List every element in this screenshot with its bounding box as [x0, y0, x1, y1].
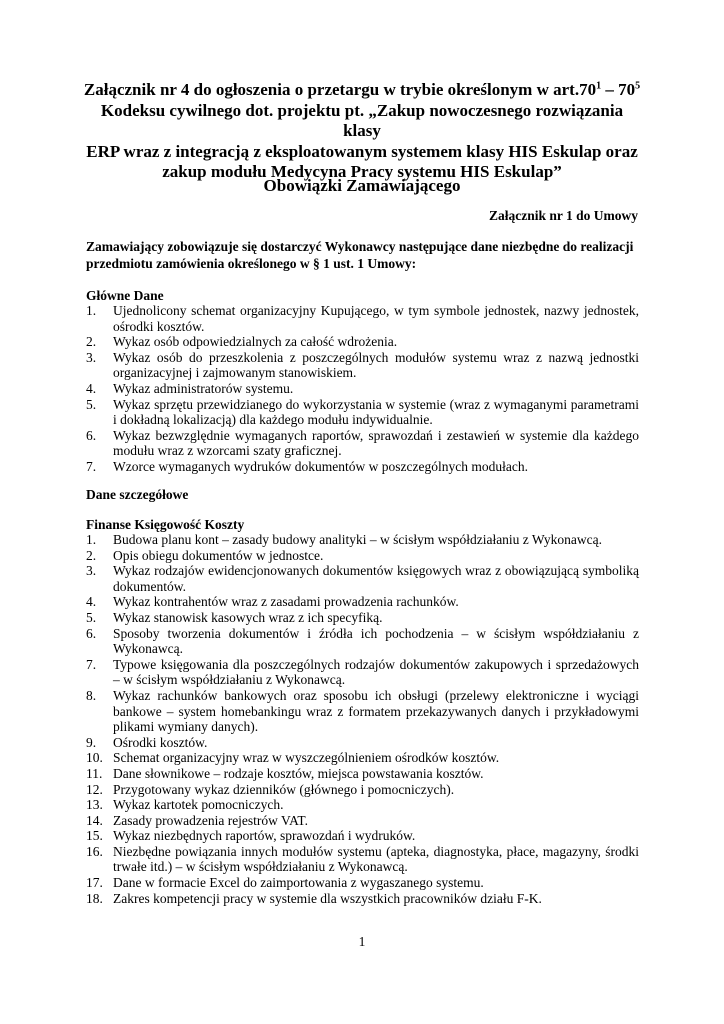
- list-item: [86, 891, 639, 907]
- list-item-number: 16.: [86, 843, 103, 859]
- list-item: [86, 610, 639, 626]
- list-item-number: 18.: [86, 890, 103, 906]
- list-item-text: Budowa planu kont – zasady budowy analityki – w ścisłym współdziałaniu z Wykonawcą.: [113, 532, 602, 547]
- intro-paragraph: Zamawiający zobowiązuje się dostarczyć Wykonawcy następujące dane niezbędne do realizacji przedmiotu zamówienia określonego w § 1 ust. 1 Umowy:: [86, 239, 634, 271]
- title-superscript-2: 5: [635, 80, 641, 92]
- list-item-text: Przygotowany wykaz dzienników (głównego i pomocniczych).: [113, 781, 455, 797]
- list-item-text: Wykaz sprzętu przewidzianego do wykorzystania w systemie (wraz z wymaganymi parametrami i dokładną lokalizacją) dla każdego modułu indywidualnie.: [113, 396, 639, 428]
- list-item-text: Zasady prowadzenia rejestrów VAT.: [113, 812, 308, 828]
- list-item-text: Dane słownikowe – rodzaje kosztów, miejsca powstawania kosztów.: [113, 765, 484, 781]
- list-item: [86, 532, 639, 548]
- list-item-number: 12.: [86, 781, 103, 797]
- list-item-text: Typowe księgowania dla poszczególnych rodzajów dokumentów zakupowych i sprzedażowych – w ścisłym współdziałaniu z Wykonawcą.: [113, 656, 639, 688]
- title-line-3: ERP wraz z integracją z eksploatowanym systemem klasy HIS Eskulap oraz: [86, 141, 638, 161]
- list-item-number: 5.: [86, 396, 97, 412]
- list-item-number: 15.: [86, 828, 103, 844]
- list-item-number: 3.: [86, 563, 97, 579]
- list-item-text: Opis obiegu dokumentów w jednostce.: [113, 547, 324, 563]
- list-item-text: Wykaz stanowisk kasowych wraz z ich specyfiką.: [113, 609, 383, 625]
- main-data-heading: Główne Dane: [86, 288, 164, 303]
- list-item-number: 6.: [86, 625, 97, 641]
- list-item: [86, 813, 639, 829]
- list-item-text: Wykaz rachunków bankowych oraz sposobu ich obsługi (przelewy elektroniczne i wyciągi bankowe – system homebankingu wraz z formatem przekazywanych danych i przykładowymi plikami wymiany danych).: [113, 687, 639, 735]
- list-item-text: Wykaz administratorów systemu.: [113, 380, 294, 396]
- list-item: [86, 766, 639, 782]
- list-item: [86, 303, 639, 334]
- list-item: [86, 782, 639, 798]
- list-item-text: Zakres kompetencji pracy w systemie dla wszystkich pracowników działu F-K.: [113, 890, 542, 906]
- list-item: [86, 828, 639, 844]
- list-item-number: 7.: [86, 656, 97, 672]
- document-title: [80, 80, 644, 183]
- list-item: [86, 381, 639, 397]
- list-item-text: Wykaz osób odpowiedzialnych za całość wdrożenia.: [113, 334, 398, 350]
- detail-heading: Dane szczegółowe: [86, 487, 189, 502]
- list-item-number: 5.: [86, 609, 97, 625]
- list-item-number: 6.: [86, 427, 97, 443]
- list-item-number: 2.: [86, 547, 97, 563]
- list-item-number: 9.: [86, 734, 97, 750]
- list-item: [86, 797, 639, 813]
- list-item: [86, 875, 639, 891]
- list-item-text: Wzorce wymaganych wydruków dokumentów w poszczególnych modułach.: [113, 458, 528, 474]
- list-item: [86, 350, 639, 381]
- list-item-text: Sposoby tworzenia dokumentów i źródła ich pochodzenia – w ścisłym współdziałaniu z Wykonawcą.: [113, 625, 639, 657]
- list-item-number: 1.: [86, 303, 97, 318]
- title-superscript-1: 1: [596, 80, 602, 92]
- list-item-text: Wykaz osób do przeszkolenia z poszczególnych modułów systemu wraz z nazwą jednostki organizacyjnej i zajmowanym stanowiskiem.: [113, 349, 639, 381]
- list-item: [86, 750, 639, 766]
- list-item-number: 14.: [86, 812, 103, 828]
- list-item-number: 8.: [86, 687, 97, 703]
- list-item: [86, 334, 639, 350]
- finance-heading: Finanse Księgowość Koszty: [86, 517, 245, 532]
- list-item: [86, 459, 639, 475]
- list-item-text: Niezbędne powiązania innych modułów systemu (apteka, diagnostyka, płace, magazyny, środki trwałe itd.) – w ścisłym współdziałaniu z Wykonawcą.: [113, 843, 639, 875]
- list-item-text: Schemat organizacyjny wraz w wyszczególnieniem ośrodków kosztów.: [113, 750, 500, 766]
- section-title: Obowiązki Zamawiającego: [263, 176, 461, 195]
- list-item-text: Ujednolicony schemat organizacyjny Kupującego, w tym symbole jednostek, nazwy jednostek, ośrodki kosztów.: [113, 303, 639, 334]
- list-item-number: 3.: [86, 349, 97, 365]
- list-item-number: 10.: [86, 750, 103, 766]
- main-data-list: [86, 303, 639, 475]
- list-item: [86, 548, 639, 564]
- page-number: 1: [358, 934, 366, 949]
- list-item-text: Ośrodki kosztów.: [113, 734, 208, 750]
- list-item-text: Wykaz bezwzględnie wymaganych raportów, sprawozdań i zestawień w systemie dla każdego modułu wraz z wzorcami szaty graficznej.: [113, 427, 639, 459]
- list-item-number: 2.: [86, 334, 97, 350]
- list-item-number: 4.: [86, 380, 97, 396]
- list-item: [86, 735, 639, 751]
- list-item-text: Wykaz kartotek pomocniczych.: [113, 797, 284, 813]
- list-item-number: 1.: [86, 532, 97, 547]
- list-item-text: Dane w formacie Excel do zaimportowania z wygaszanego systemu.: [113, 875, 484, 891]
- list-item: [86, 397, 639, 428]
- list-item-text: Wykaz niezbędnych raportów, sprawozdań i wydruków.: [113, 828, 416, 844]
- list-item: [86, 844, 639, 875]
- list-item-number: 17.: [86, 875, 103, 891]
- list-item: [86, 626, 639, 657]
- title-line-4: zakup modułu Medycyna Pracy systemu HIS Eskulap”: [162, 162, 562, 181]
- list-item-number: 13.: [86, 797, 103, 813]
- list-item: [86, 688, 639, 735]
- title-line-1: Załącznik nr 4 do ogłoszenia o przetargu w trybie określonym w $art.70^1 - 70^5$: [83, 80, 641, 99]
- list-item-number: 11.: [86, 765, 103, 781]
- list-item: [86, 657, 639, 688]
- list-item: [86, 428, 639, 459]
- list-item: [86, 594, 639, 610]
- list-item-text: Wykaz rodzajów ewidencjonowanych dokumentów księgowych wraz z obowiązującą symboliką dokumentów.: [113, 563, 639, 594]
- finance-list: [86, 532, 639, 906]
- attachment-label: Załącznik nr 1 do Umowy: [488, 208, 638, 223]
- title-line-2: Kodeksu cywilnego dot. projektu pt. „Zakup nowoczesnego rozwiązania klasy: [100, 100, 624, 140]
- list-item-number: 4.: [86, 594, 97, 610]
- list-item-number: 7.: [86, 458, 97, 474]
- list-item-text: Wykaz kontrahentów wraz z zasadami prowadzenia rachunków.: [113, 594, 459, 610]
- list-item: [86, 563, 639, 594]
